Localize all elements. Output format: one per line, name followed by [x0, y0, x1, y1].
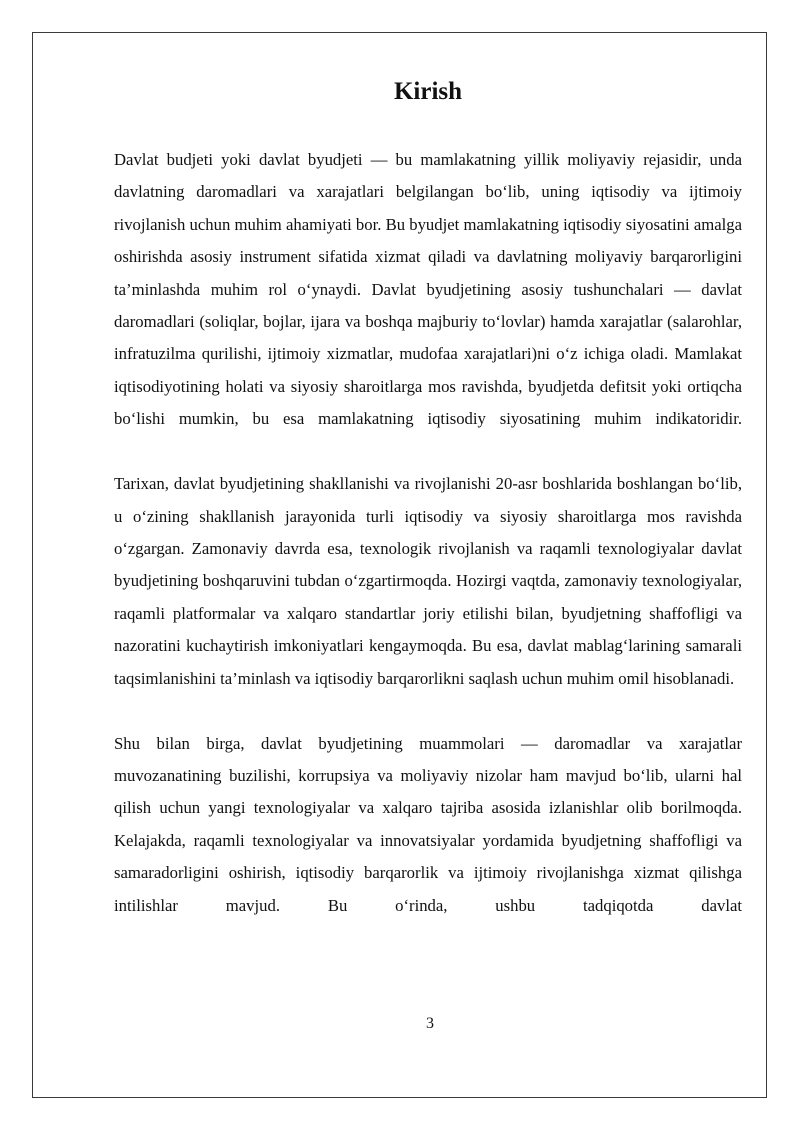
paragraph-2: Tarixan, davlat byudjetining shakllanishi va rivojlanishi 20-asr boshlarida boshlangan bo‘lib, u o‘zining shakllanish jarayonida turli iqtisodiy va siyosiy sharoitlarga mos ravishda o‘zgargan. Zamonaviy davrda esa, texnologik rivojlanish va raqamli texnologiyalar davlat byudjetining boshqaruvini tubdan o‘zgartirmoqda. Hozirgi vaqtda, zamonaviy texnologiyalar, raqamli platformalar va xalqaro standartlar joriy etilishi bilan, byudjetning shaffofligi va nazoratini kuchaytirish imkoniyatlari kengaymoqda. Bu esa, davlat mablag‘larining samarali taqsimlanishini ta’minlash va iqtisodiy barqarorlikni saqlash uchun muhim omil hisoblanadi.	[114, 474, 742, 688]
page-number: 3	[426, 1015, 434, 1032]
document-body	[114, 144, 742, 922]
paragraph-1: Davlat budjeti yoki davlat byudjeti — bu mamlakatning yillik moliyaviy rejasidir, unda davlatning daromadlari va xarajatlari belgilangan bo‘lib, uning iqtisodiy va ijtimoiy rivojlanish uchun muhim ahamiyati bor. Bu byudjet mamlakatning iqtisodiy siyosatini amalga oshirishda asosiy instrument sifatida xizmat qiladi va davlatning moliyaviy barqarorligini ta’minlashda muhim rol o‘ynaydi. Davlat byudjetining asosiy tushunchalari — davlat daromadlari (soliqlar, bojlar, ijara va boshqa majburiy to‘lovlar) hamda xarajatlar (salarohlar, infratuzilma qurilishi, ijtimoiy xizmatlar, mudofaa xarajatlari)ni o‘z ichiga oladi. Mamlakat iqtisodiyotining holati va siyosiy sharoitlarga mos ravishda, byudjetda defitsit yoki ortiqcha bo‘lishi mumkin, bu esa mamlakatning iqtisodiy siyosatining muhim indikatoridir.	[114, 150, 743, 429]
paragraph-3: Shu bilan birga, davlat byudjetining muammolari — daromadlar va xarajatlar muvozanatining buzilishi, korrupsiya va moliyaviy nizolar ham mavjud bo‘lib, ularni hal qilish uchun yangi texnologiyalar va xalqaro tajriba asosida izlanishlar olib borilmoqda. Kelajakda, raqamli texnologiyalar va innovatsiyalar yordamida byudjetning shaffofligi va samaradorligini oshirish, iqtisodiy barqarorlik va ijtimoiy rivojlanishga xizmat qilishga intilishlar mavjud. Bu o‘rinda, ushbu tadqiqotda davlat	[114, 733, 742, 915]
page-title: Kirish	[393, 78, 463, 105]
